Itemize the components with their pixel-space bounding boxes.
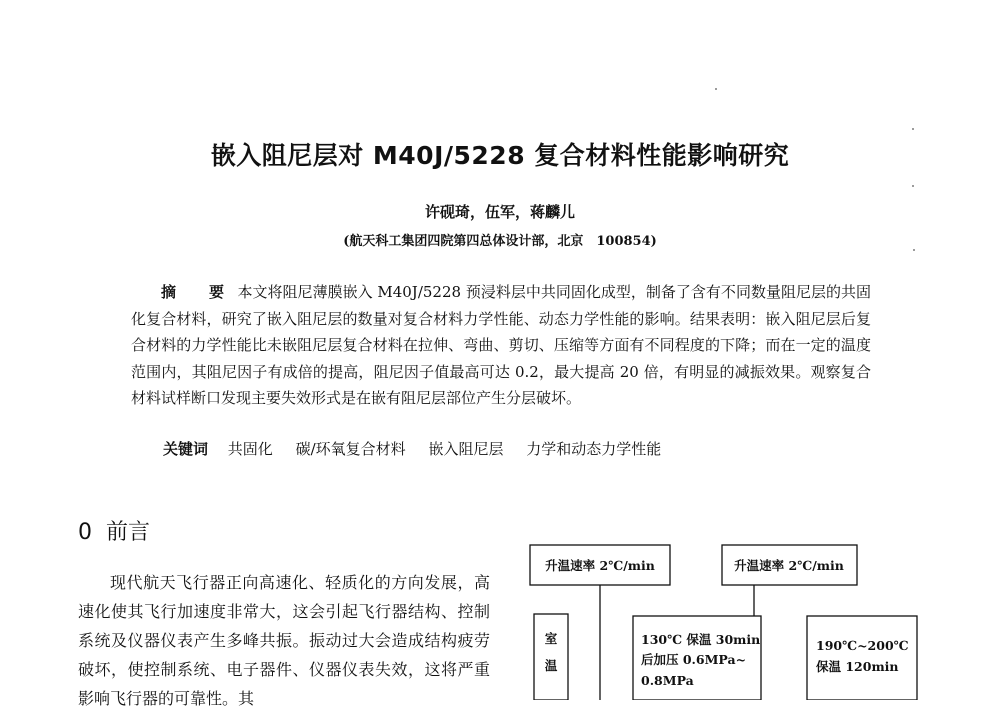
flow-box-hold-190-200-line: 保温 120min <box>816 659 899 674</box>
intro-paragraph: 现代航天飞行器正向高速化、轻质化的方向发展，高速化使其飞行加速度非常大，这会引起飞行器结构、控制系统及仪器仪表产生多峰共振。振动过大会造成结构疲劳破坏，使控制系统、电子器件、仪器仪表失效，这将严重影响飞行器的可靠性。其 <box>78 573 490 708</box>
scan-speck <box>912 185 914 187</box>
scan-speck <box>715 88 717 90</box>
flow-box-room-temperature-label: 温 <box>544 658 558 673</box>
flow-box-heating-rate-1-label: 升温速率 2℃/min <box>545 558 655 573</box>
author-list: 许砚琦，伍军，蒋麟儿 <box>424 203 575 221</box>
paper-title: 嵌入阻尼层对 M40J/5228 复合材料性能影响研究 <box>210 141 790 170</box>
flow-box-hold-130-line: 0.8MPa <box>641 673 694 688</box>
keyword-item: 嵌入阻尼层 <box>428 440 504 458</box>
abstract-label: 摘 要 <box>161 283 234 301</box>
keyword-item: 碳/环氧复合材料 <box>295 440 406 458</box>
flow-box-heating-rate-2-label: 升温速率 2℃/min <box>734 558 844 573</box>
flow-box-hold-130-line: 130℃ 保温 30min <box>641 632 761 647</box>
scan-speck <box>912 128 914 130</box>
section-number: 0 <box>78 520 92 545</box>
affiliation: (航天科工集团四院第四总体设计部，北京 100854) <box>343 234 657 249</box>
keyword-item: 共固化 <box>227 440 273 458</box>
flow-box-room-temperature-label: 室 <box>544 631 558 646</box>
abstract-text: 本文将阻尼薄膜嵌入 M40J/5228 预浸料层中共同固化成型，制备了含有不同数量阻尼层的共固化复合材料，研究了嵌入阻尼层的数量对复合材料力学性能、动态力学性能的影响。结果表明：嵌入阻尼层后复合材料的力学性能比未嵌阻尼层复合材料在拉伸、弯曲、剪切、压缩等方面有不同程度的下降；而在一定的温度范围内，其阻尼因子有成倍的提高，阻尼因子值最高可达 0.2，最大提高 20 倍，有明显的减振效果。观察复合材料试样断口发现主要失效形式是在嵌有阻尼层部位产生分层破坏。 <box>131 283 871 407</box>
keywords-label: 关键词 <box>163 440 209 458</box>
section-title: 前言 <box>106 520 151 545</box>
keyword-item: 力学和动态力学性能 <box>526 440 662 458</box>
scan-speck <box>913 249 915 251</box>
flow-box-hold-130-line: 后加压 0.6MPa~ <box>641 652 747 667</box>
flow-box-hold-190-200-line: 190℃~200℃ <box>816 638 909 653</box>
